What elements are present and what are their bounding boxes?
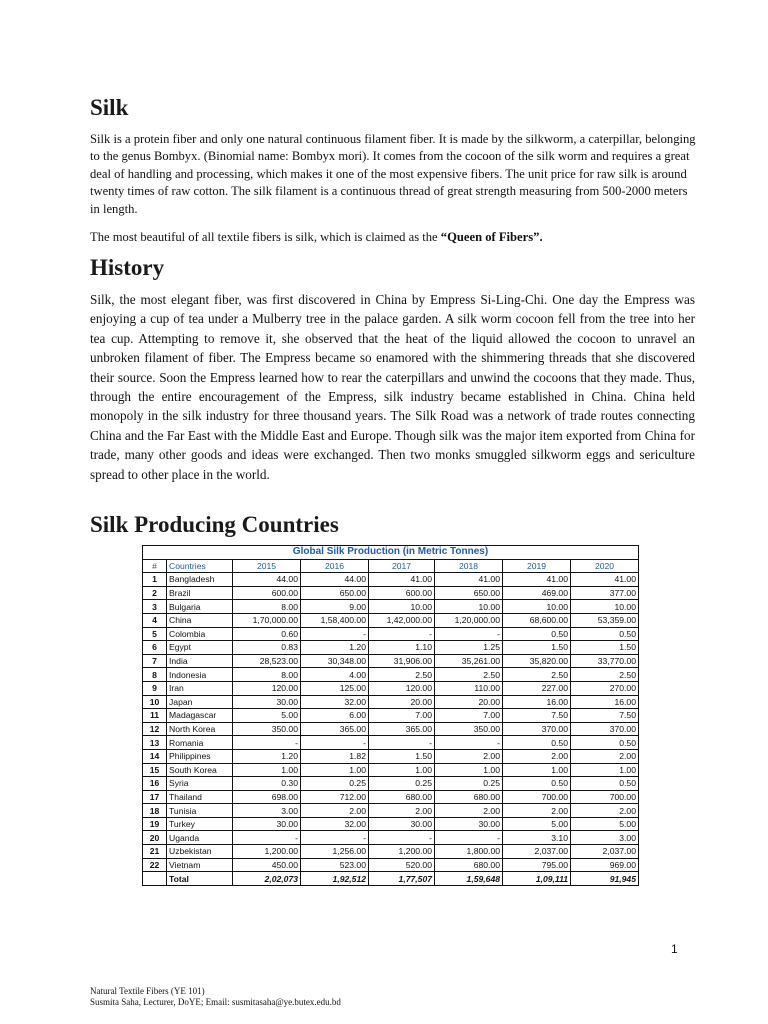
table-row — [143, 831, 639, 845]
country-cell: Thailand — [167, 790, 233, 804]
value-cell: 680.00 — [435, 858, 503, 872]
value-cell: 700.00 — [503, 790, 571, 804]
value-cell: 120.00 — [233, 681, 301, 695]
value-cell: 10.00 — [435, 600, 503, 614]
heading-silk-producing-countries: Silk Producing Countries — [90, 512, 339, 537]
value-cell: - — [369, 627, 435, 641]
silk-intro-paragraph: Silk is a protein fiber and only one natural continuous filament fiber. It is made by the silkworm, a caterpillar, belonging to the genus Bombyx. (Binomial name: Bombyx mori). It comes from the cocoon of the silk worm and requires a great deal of handling and processing, which makes it one of the most expensive fibers. The unit price for raw silk is around twenty times of raw cotton. The silk filament is a continuous thread of great strength measuring from 500-2000 meters in length. — [90, 132, 696, 216]
total-value-cell: 1,09,111 — [503, 872, 571, 886]
value-cell: 2.50 — [435, 668, 503, 682]
value-cell: 520.00 — [369, 858, 435, 872]
value-cell: 110.00 — [435, 681, 503, 695]
value-cell: 2.00 — [571, 749, 639, 763]
value-cell: 10.00 — [369, 600, 435, 614]
value-cell: 0.30 — [233, 777, 301, 791]
country-cell: Bangladesh — [167, 573, 233, 587]
table-row — [143, 573, 639, 587]
queen-of-fibers-emphasis: “Queen of Fibers”. — [440, 230, 543, 244]
country-cell: Romania — [167, 736, 233, 750]
value-cell: 2,037.00 — [503, 845, 571, 859]
value-cell: 2.50 — [571, 668, 639, 682]
country-cell: Japan — [167, 695, 233, 709]
country-cell: China — [167, 613, 233, 627]
value-cell: 270.00 — [571, 681, 639, 695]
page-number: 1 — [671, 942, 678, 956]
value-cell: 1.10 — [369, 641, 435, 655]
value-cell: 1.00 — [369, 763, 435, 777]
value-cell: 41.00 — [435, 573, 503, 587]
value-cell: 7.00 — [369, 709, 435, 723]
value-cell: - — [301, 831, 369, 845]
value-cell: 2.00 — [571, 804, 639, 818]
value-cell: 44.00 — [301, 573, 369, 587]
value-cell: 377.00 — [571, 586, 639, 600]
header-cell: 2018 — [435, 559, 503, 573]
row-index-cell: 4 — [143, 613, 167, 627]
header-cell: 2017 — [369, 559, 435, 573]
value-cell: 30.00 — [435, 817, 503, 831]
table-row — [143, 600, 639, 614]
value-cell: 3.10 — [503, 831, 571, 845]
queen-prefix: The most beautiful of all textile fibers is silk, which is claimed as the — [90, 230, 441, 244]
footer-course: Natural Textile Fibers (YE 101) — [90, 986, 205, 996]
total-value-cell: 1,59,648 — [435, 872, 503, 886]
country-cell: Bulgaria — [167, 600, 233, 614]
value-cell: 5.00 — [233, 709, 301, 723]
table-row — [143, 695, 639, 709]
value-cell: 969.00 — [571, 858, 639, 872]
country-cell: Turkey — [167, 817, 233, 831]
country-cell: North Korea — [167, 722, 233, 736]
total-value-cell: 1,77,507 — [369, 872, 435, 886]
country-cell: Philippines — [167, 749, 233, 763]
table-row — [143, 845, 639, 859]
table-title: Global Silk Production (in Metric Tonnes) — [143, 546, 639, 560]
table-row — [143, 763, 639, 777]
value-cell: 469.00 — [503, 586, 571, 600]
value-cell: 1.00 — [571, 763, 639, 777]
value-cell: - — [369, 831, 435, 845]
country-cell: Iran — [167, 681, 233, 695]
header-cell: 2019 — [503, 559, 571, 573]
value-cell: 2.50 — [369, 668, 435, 682]
value-cell: 0.25 — [301, 777, 369, 791]
value-cell: 0.50 — [571, 736, 639, 750]
total-value-cell: 2,02,073 — [233, 872, 301, 886]
value-cell: 5.00 — [571, 817, 639, 831]
country-cell: Tunisia — [167, 804, 233, 818]
value-cell: 2,037.00 — [571, 845, 639, 859]
value-cell: 4.00 — [301, 668, 369, 682]
value-cell: 1.20 — [233, 749, 301, 763]
table-row — [143, 641, 639, 655]
value-cell: 1,256.00 — [301, 845, 369, 859]
value-cell: 3.00 — [571, 831, 639, 845]
value-cell: 1,200.00 — [233, 845, 301, 859]
row-index-cell: 20 — [143, 831, 167, 845]
table-row — [143, 668, 639, 682]
country-cell: Vietnam — [167, 858, 233, 872]
row-index-cell: 12 — [143, 722, 167, 736]
value-cell: 0.83 — [233, 641, 301, 655]
value-cell: 7.00 — [435, 709, 503, 723]
value-cell: 1.00 — [301, 763, 369, 777]
row-index-cell: 17 — [143, 790, 167, 804]
value-cell: 9.00 — [301, 600, 369, 614]
value-cell: 0.25 — [435, 777, 503, 791]
value-cell: 125.00 — [301, 681, 369, 695]
value-cell: 350.00 — [233, 722, 301, 736]
silk-production-table — [142, 545, 639, 886]
value-cell: 227.00 — [503, 681, 571, 695]
row-index-cell: 22 — [143, 858, 167, 872]
row-index-cell: 13 — [143, 736, 167, 750]
value-cell: 370.00 — [571, 722, 639, 736]
table-header-row — [143, 559, 639, 573]
heading-history: History — [90, 255, 165, 280]
value-cell: 0.50 — [503, 777, 571, 791]
table-body — [143, 573, 639, 886]
value-cell: 680.00 — [435, 790, 503, 804]
row-index-cell: 8 — [143, 668, 167, 682]
value-cell: 365.00 — [301, 722, 369, 736]
value-cell: 795.00 — [503, 858, 571, 872]
row-index-cell: 15 — [143, 763, 167, 777]
value-cell: 1.82 — [301, 749, 369, 763]
table-row — [143, 817, 639, 831]
value-cell: 2.00 — [301, 804, 369, 818]
value-cell: 2.00 — [435, 749, 503, 763]
value-cell: 0.50 — [571, 777, 639, 791]
value-cell: 41.00 — [571, 573, 639, 587]
country-cell: India — [167, 654, 233, 668]
value-cell: 6.00 — [301, 709, 369, 723]
country-cell: Madagascar — [167, 709, 233, 723]
value-cell: 523.00 — [301, 858, 369, 872]
value-cell: 32.00 — [301, 695, 369, 709]
value-cell: 30.00 — [233, 817, 301, 831]
value-cell: 7.50 — [503, 709, 571, 723]
country-cell: Syria — [167, 777, 233, 791]
queen-of-fibers-paragraph — [90, 229, 696, 246]
value-cell: 0.50 — [571, 627, 639, 641]
value-cell: - — [301, 736, 369, 750]
value-cell: 350.00 — [435, 722, 503, 736]
table-row — [143, 681, 639, 695]
country-cell: Colombia — [167, 627, 233, 641]
value-cell: 1.50 — [369, 749, 435, 763]
value-cell: 16.00 — [571, 695, 639, 709]
header-cell: # — [143, 559, 167, 573]
value-cell: 8.00 — [233, 600, 301, 614]
value-cell: - — [435, 736, 503, 750]
row-index-cell: 5 — [143, 627, 167, 641]
row-index-cell: 14 — [143, 749, 167, 763]
value-cell: 600.00 — [369, 586, 435, 600]
value-cell: 650.00 — [435, 586, 503, 600]
value-cell: 20.00 — [369, 695, 435, 709]
value-cell: 2.00 — [503, 804, 571, 818]
value-cell: 2.00 — [369, 804, 435, 818]
value-cell: 2.50 — [503, 668, 571, 682]
value-cell: 1.25 — [435, 641, 503, 655]
value-cell: 1.50 — [503, 641, 571, 655]
value-cell: 712.00 — [301, 790, 369, 804]
header-cell: 2016 — [301, 559, 369, 573]
value-cell: 1,200.00 — [369, 845, 435, 859]
row-index-cell: 19 — [143, 817, 167, 831]
value-cell: 41.00 — [503, 573, 571, 587]
row-index-cell: 18 — [143, 804, 167, 818]
row-index-cell: 21 — [143, 845, 167, 859]
table-row — [143, 586, 639, 600]
table-row — [143, 749, 639, 763]
value-cell: 31,906.00 — [369, 654, 435, 668]
total-value-cell: 91,945 — [571, 872, 639, 886]
value-cell: 1.20 — [301, 641, 369, 655]
value-cell: 35,820.00 — [503, 654, 571, 668]
value-cell: 1.50 — [571, 641, 639, 655]
country-cell: Indonesia — [167, 668, 233, 682]
value-cell: 0.50 — [503, 627, 571, 641]
value-cell: 600.00 — [233, 586, 301, 600]
table-row — [143, 790, 639, 804]
table-row — [143, 613, 639, 627]
value-cell: - — [301, 627, 369, 641]
value-cell: 30,348.00 — [301, 654, 369, 668]
table-total-row — [143, 872, 639, 886]
table-row — [143, 858, 639, 872]
value-cell: 2.00 — [503, 749, 571, 763]
value-cell: - — [435, 831, 503, 845]
value-cell: 370.00 — [503, 722, 571, 736]
value-cell: 365.00 — [369, 722, 435, 736]
table-row — [143, 804, 639, 818]
table-row — [143, 722, 639, 736]
value-cell: 1,70,000.00 — [233, 613, 301, 627]
country-cell: South Korea — [167, 763, 233, 777]
value-cell: 1,800.00 — [435, 845, 503, 859]
table-row — [143, 777, 639, 791]
country-cell: Uganda — [167, 831, 233, 845]
value-cell: 0.50 — [503, 736, 571, 750]
value-cell: - — [233, 736, 301, 750]
row-index-cell: 3 — [143, 600, 167, 614]
table-row — [143, 654, 639, 668]
value-cell: - — [233, 831, 301, 845]
value-cell: 16.00 — [503, 695, 571, 709]
row-index-cell: 9 — [143, 681, 167, 695]
value-cell: 1.00 — [233, 763, 301, 777]
value-cell: 1.00 — [503, 763, 571, 777]
value-cell: 1.00 — [435, 763, 503, 777]
value-cell: 30.00 — [233, 695, 301, 709]
row-index-cell: 7 — [143, 654, 167, 668]
total-value-cell — [143, 872, 167, 886]
header-cell: 2020 — [571, 559, 639, 573]
value-cell: 0.60 — [233, 627, 301, 641]
footer-author: Susmita Saha, Lecturer, DoYE; Email: susmitasaha@ye.butex.edu.bd — [90, 997, 341, 1007]
value-cell: 0.25 — [369, 777, 435, 791]
row-index-cell: 2 — [143, 586, 167, 600]
value-cell: 700.00 — [571, 790, 639, 804]
value-cell: 8.00 — [233, 668, 301, 682]
value-cell: 35,261.00 — [435, 654, 503, 668]
value-cell: 2.00 — [435, 804, 503, 818]
value-cell: 33,770.00 — [571, 654, 639, 668]
value-cell: 698.00 — [233, 790, 301, 804]
value-cell: 10.00 — [571, 600, 639, 614]
value-cell: 68,600.00 — [503, 613, 571, 627]
value-cell: 28,523.00 — [233, 654, 301, 668]
history-paragraph: Silk, the most elegant fiber, was first discovered in China by Empress Si-Ling-Chi. One day the Empress was enjoying a cup of tea under a Mulberry tree in the palace garden. A silk worm cocoon fell from the tree into her tea cup. Attempting to remove it, she observed that the heat of the liquid allowed the cocoon to unravel an unbroken filament of fiber. The Empress became so enamored with the shimmering threads that she discovered their source. Soon the Empress learned how to rear the caterpillars and unwind the cocoons that they made. Thus, through the entire encouragement of the Empress, silk industry became established in China. China held monopoly in the silk industry for three thousand years. The Silk Road was a network of trade routes connecting China and the Far East with the Middle East and Europe. Though silk was the major item exported from China for trade, many other goods and ideas were exchanged. Then two monks smuggled silkworm eggs and sericulture spread to other place in the world. — [90, 292, 695, 482]
value-cell: 1,20,000.00 — [435, 613, 503, 627]
total-value-cell: 1,92,512 — [301, 872, 369, 886]
row-index-cell: 6 — [143, 641, 167, 655]
row-index-cell: 1 — [143, 573, 167, 587]
value-cell: 32.00 — [301, 817, 369, 831]
country-cell: Egypt — [167, 641, 233, 655]
value-cell: 7.50 — [571, 709, 639, 723]
value-cell: 450.00 — [233, 858, 301, 872]
value-cell: 1,42,000.00 — [369, 613, 435, 627]
country-cell: Brazil — [167, 586, 233, 600]
table-row — [143, 627, 639, 641]
value-cell: 41.00 — [369, 573, 435, 587]
value-cell: 44.00 — [233, 573, 301, 587]
value-cell: 53,359.00 — [571, 613, 639, 627]
silk-production-table-wrapper — [142, 545, 639, 886]
value-cell: 3.00 — [233, 804, 301, 818]
value-cell: 1,58,400.00 — [301, 613, 369, 627]
table-row — [143, 709, 639, 723]
header-cell: Countries — [167, 559, 233, 573]
heading-silk: Silk — [90, 95, 129, 120]
value-cell: 5.00 — [503, 817, 571, 831]
total-label-cell: Total — [167, 872, 233, 886]
value-cell: 10.00 — [503, 600, 571, 614]
value-cell: 650.00 — [301, 586, 369, 600]
table-row — [143, 736, 639, 750]
header-cell: 2015 — [233, 559, 301, 573]
row-index-cell: 11 — [143, 709, 167, 723]
value-cell: 20.00 — [435, 695, 503, 709]
value-cell: 30.00 — [369, 817, 435, 831]
row-index-cell: 16 — [143, 777, 167, 791]
country-cell: Uzbekistan — [167, 845, 233, 859]
value-cell: 120.00 — [369, 681, 435, 695]
value-cell: 680.00 — [369, 790, 435, 804]
value-cell: - — [369, 736, 435, 750]
row-index-cell: 10 — [143, 695, 167, 709]
value-cell: - — [435, 627, 503, 641]
